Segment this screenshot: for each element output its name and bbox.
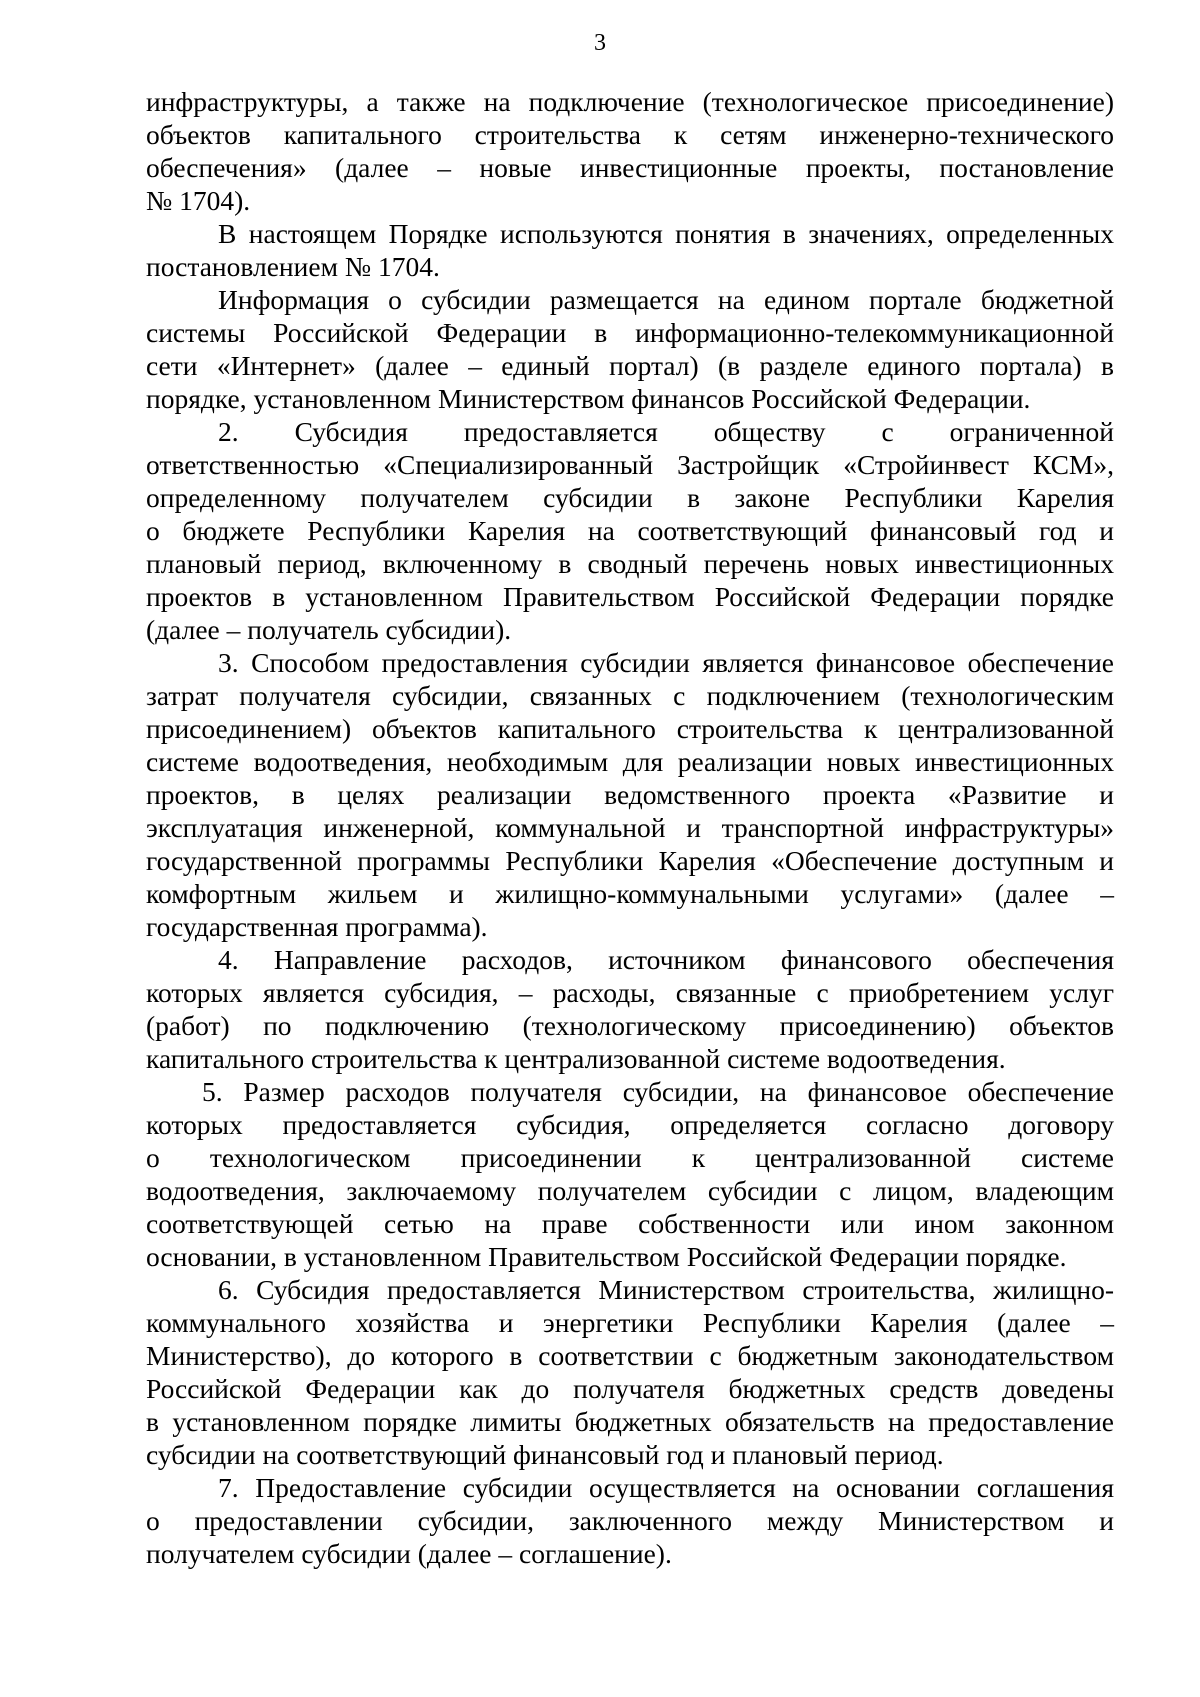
paragraph-line: плановый период, включенному в сводный перечень новых инвестиционных	[146, 548, 1114, 579]
paragraph-line: порядке, установленном Министерством финансов Российской Федерации.	[146, 383, 1031, 414]
document-body	[146, 85, 1114, 1570]
paragraph-line: коммунального хозяйства и энергетики Республики Карелия (далее –	[146, 1307, 1114, 1338]
paragraph-line: ответственностью «Специализированный Застройщик «Стройинвест КСМ»,	[146, 449, 1114, 480]
paragraph-line: № 1704).	[146, 185, 251, 216]
paragraph	[146, 283, 1114, 415]
paragraph	[146, 217, 1114, 283]
paragraph	[146, 85, 1114, 217]
paragraph-line: соответствующей сетью на праве собственности или ином законном	[146, 1208, 1114, 1239]
paragraph	[146, 1075, 1114, 1273]
paragraph-line: 5. Размер расходов получателя субсидии, на финансовое обеспечение	[202, 1076, 1114, 1107]
paragraph-line: субсидии на соответствующий финансовый год и плановый период.	[146, 1439, 944, 1470]
paragraph	[146, 1273, 1114, 1471]
paragraph-line: затрат получателя субсидии, связанных с подключением (технологическим	[146, 680, 1114, 711]
paragraph-line: В настоящем Порядке используются понятия в значениях, определенных	[218, 218, 1114, 249]
paragraph-line: Министерство), до которого в соответствии с бюджетным законодательством	[146, 1340, 1114, 1371]
paragraph-line: 2. Субсидия предоставляется обществу с ограниченной	[218, 416, 1114, 447]
paragraph	[146, 943, 1114, 1075]
paragraph-line: которых является субсидия, – расходы, связанные с приобретением услуг	[146, 977, 1114, 1008]
paragraph-line: государственной программы Республики Карелия «Обеспечение доступным и	[146, 845, 1114, 876]
paragraph-line: о предоставлении субсидии, заключенного между Министерством и	[146, 1505, 1114, 1536]
paragraph-line: капитального строительства к централизованной системе водоотведения.	[146, 1043, 1006, 1074]
paragraph-line: объектов капитального строительства к сетям инженерно-технического	[146, 119, 1114, 150]
paragraph-line: (работ) по подключению (технологическому присоединению) объектов	[146, 1010, 1114, 1041]
paragraph-line: проектов в установленном Правительством Российской Федерации порядке	[146, 581, 1114, 612]
paragraph-line: в установленном порядке лимиты бюджетных обязательств на предоставление	[146, 1406, 1114, 1437]
paragraph-line: определенному получателем субсидии в законе Республики Карелия	[146, 482, 1114, 513]
paragraph-line: комфортным жильем и жилищно-коммунальными услугами» (далее –	[146, 878, 1114, 909]
paragraph-line: обеспечения» (далее – новые инвестиционные проекты, постановление	[146, 152, 1114, 183]
paragraph-line: постановлением № 1704.	[146, 251, 440, 282]
paragraph-line: инфраструктуры, а также на подключение (технологическое присоединение)	[146, 86, 1114, 117]
paragraph-line: 6. Субсидия предоставляется Министерством строительства, жилищно-	[218, 1274, 1114, 1305]
paragraph-line: Российской Федерации как до получателя бюджетных средств доведены	[146, 1373, 1114, 1404]
paragraph	[146, 646, 1114, 943]
paragraph-line: 4. Направление расходов, источником финансового обеспечения	[218, 944, 1114, 975]
paragraph-line: Информация о субсидии размещается на едином портале бюджетной	[218, 284, 1114, 315]
paragraph-line: государственная программа).	[146, 911, 488, 942]
page-number: 3	[594, 30, 606, 56]
paragraph-line: основании, в установленном Правительством Российской Федерации порядке.	[146, 1241, 1067, 1272]
paragraph-line: системе водоотведения, необходимым для реализации новых инвестиционных	[146, 746, 1114, 777]
paragraph-line: эксплуатация инженерной, коммунальной и транспортной инфраструктуры»	[146, 812, 1114, 843]
paragraph-line: (далее – получатель субсидии).	[146, 614, 512, 645]
paragraph-line: о технологическом присоединении к централизованной системе	[146, 1142, 1114, 1173]
paragraph-line: присоединением) объектов капитального строительства к централизованной	[146, 713, 1114, 744]
paragraph-line: 3. Способом предоставления субсидии является финансовое обеспечение	[218, 647, 1114, 678]
paragraph	[146, 415, 1114, 646]
paragraph-line: проектов, в целях реализации ведомственного проекта «Развитие и	[146, 779, 1114, 810]
paragraph-line: о бюджете Республики Карелия на соответствующий финансовый год и	[146, 515, 1114, 546]
paragraph-line: которых предоставляется субсидия, определяется согласно договору	[146, 1109, 1114, 1140]
paragraph-line: сети «Интернет» (далее – единый портал) (в разделе единого портала) в	[146, 350, 1114, 381]
paragraph	[146, 1471, 1114, 1570]
paragraph-line: водоотведения, заключаемому получателем субсидии с лицом, владеющим	[146, 1175, 1114, 1206]
paragraph-line: получателем субсидии (далее – соглашение).	[146, 1538, 672, 1569]
paragraph-line: 7. Предоставление субсидии осуществляется на основании соглашения	[218, 1472, 1114, 1503]
paragraph-line: системы Российской Федерации в информационно-телекоммуникационной	[146, 317, 1114, 348]
